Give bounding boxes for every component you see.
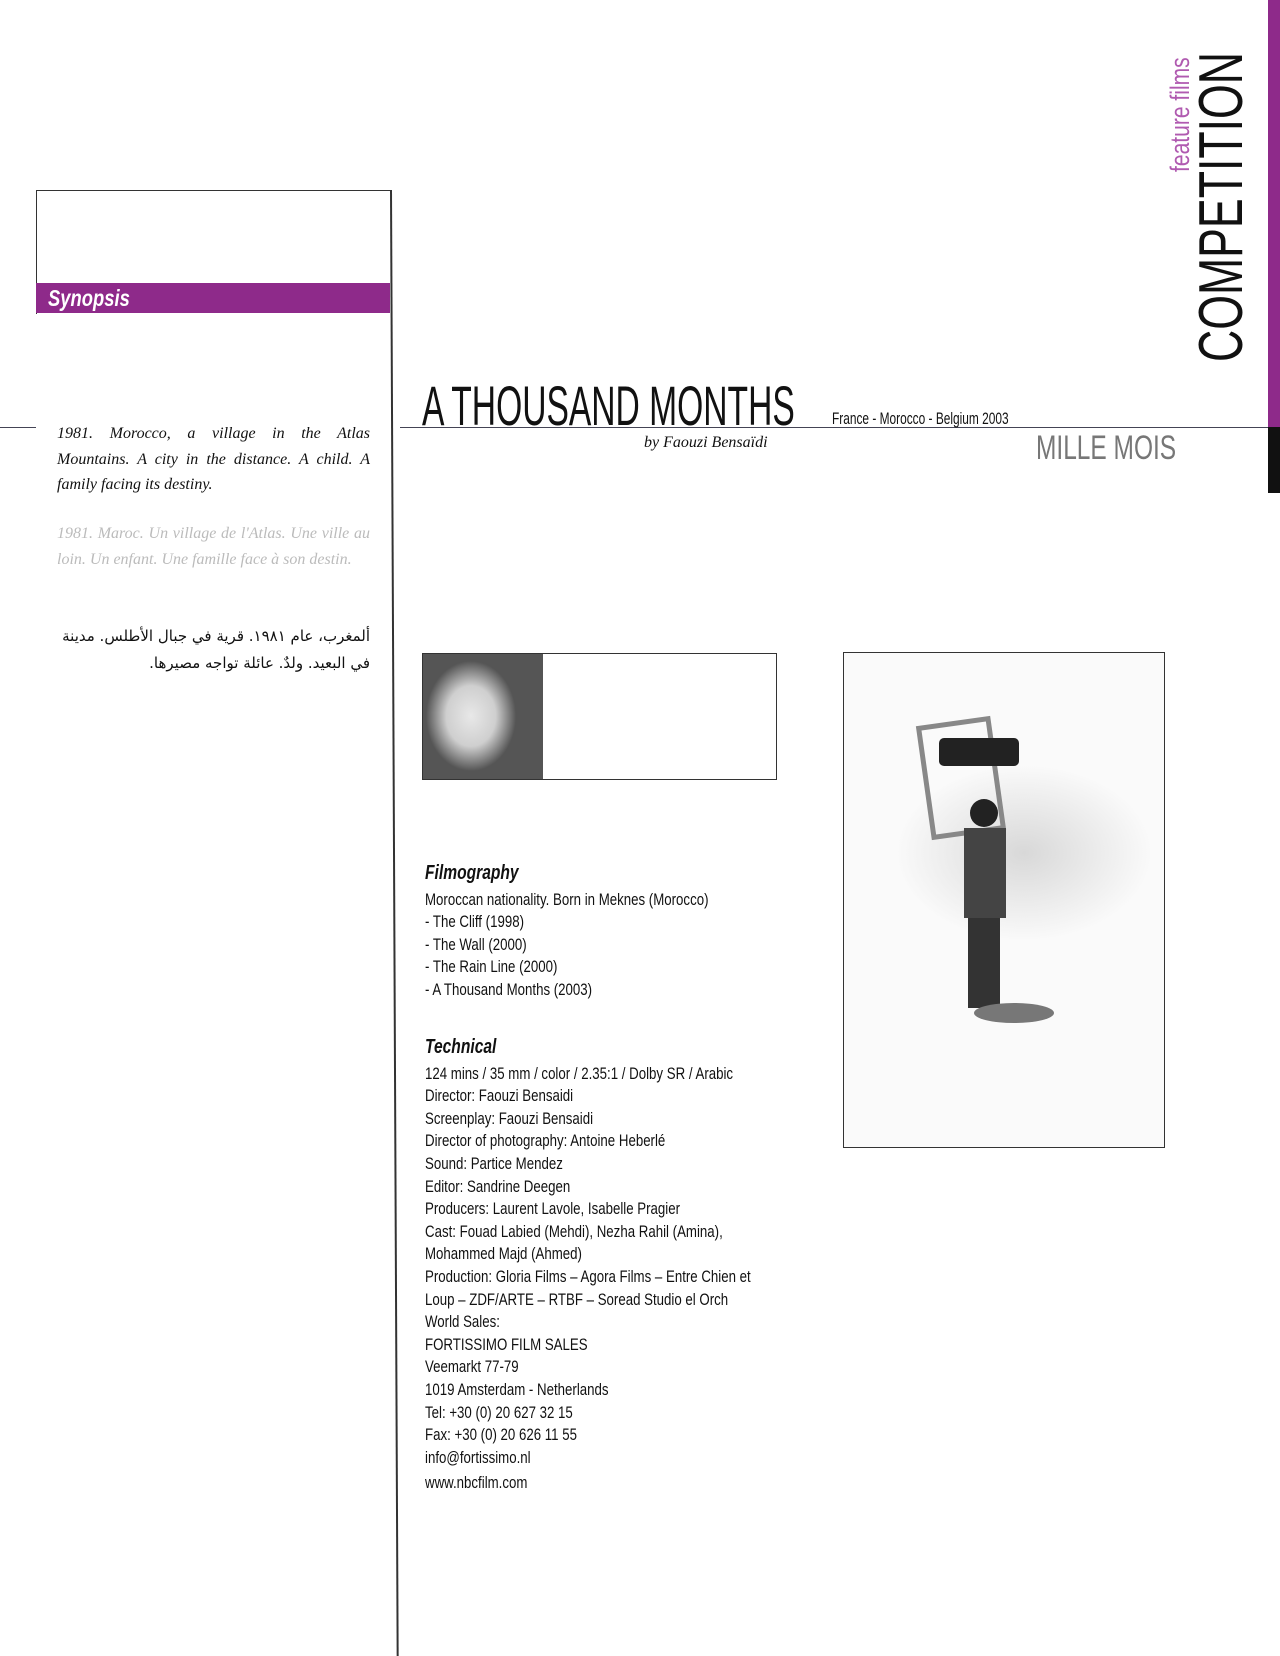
technical-line: Screenplay: Faouzi Bensaidi — [425, 1108, 594, 1128]
title-rule-left — [0, 427, 36, 428]
synopsis-heading: Synopsis — [48, 285, 130, 311]
section-black-tab — [1268, 427, 1280, 493]
technical-line: World Sales: — [425, 1312, 500, 1332]
film-title: A THOUSAND MONTHS — [422, 374, 795, 437]
director-photo-frame — [422, 653, 777, 780]
film-still-illustration — [844, 653, 1165, 1148]
column-divider — [390, 190, 398, 1656]
technical-line: Director: Faouzi Bensaidi — [425, 1086, 574, 1106]
synopsis-english: 1981. Morocco, a village in the Atlas Mountains. A city in the distance. A child. A family facing its destiny. — [57, 425, 370, 493]
filmography-line: - The Wall (2000) — [425, 934, 527, 954]
technical-line: 124 mins / 35 mm / color / 2.35:1 / Dolby SR / Arabic — [425, 1063, 734, 1083]
technical-line: Loup – ZDF/ARTE – RTBF – Soread Studio el Orch — [425, 1289, 729, 1309]
filmography-heading: Filmography — [425, 862, 519, 884]
synopsis-arabic: ألمغرب، عام ١٩٨١. قرية في جبال الأطلس. مدينة في البعيد. ولدٌ. عائلة تواجه مصيرها. — [62, 627, 370, 672]
filmography-line: Moroccan nationality. Born in Meknes (Morocco) — [425, 889, 709, 909]
technical-line: Sound: Partice Mendez — [425, 1153, 563, 1173]
technical-line: Veemarkt 77-79 — [425, 1357, 519, 1377]
section-subcategory: feature films — [1165, 57, 1195, 172]
director-portrait-image — [423, 654, 543, 779]
technical-line: Fax: +30 (0) 20 626 11 55 — [425, 1425, 577, 1445]
website: www.nbcfilm.com — [425, 1473, 528, 1493]
technical-line: FORTISSIMO FILM SALES — [425, 1334, 588, 1354]
technical-line: Editor: Sandrine Deegen — [425, 1176, 571, 1196]
film-director-byline: by Faouzi Bensaïdi — [644, 434, 768, 451]
filmography-section — [425, 862, 708, 1002]
film-original-title: MILLE MOIS — [1036, 429, 1177, 467]
synopsis-french: 1981. Maroc. Un village de l'Atlas. Une ville au loin. Un enfant. Une famille face à son destin. — [57, 525, 370, 568]
technical-section — [425, 1036, 751, 1495]
contact-email: info@fortissimo.nl — [425, 1447, 531, 1467]
film-still-image — [843, 652, 1165, 1148]
filmography-line: - The Rain Line (2000) — [425, 957, 558, 977]
technical-line: Tel: +30 (0) 20 627 32 15 — [425, 1402, 573, 1422]
technical-line: Director of photography: Antoine Heberlé — [425, 1131, 666, 1151]
technical-heading: Technical — [425, 1036, 497, 1058]
technical-line: 1019 Amsterdam - Netherlands — [425, 1379, 609, 1399]
filmography-line: - A Thousand Months (2003) — [425, 979, 593, 999]
film-countries-year: France - Morocco - Belgium 2003 — [832, 409, 1009, 428]
synopsis-box-top-border — [36, 190, 390, 191]
technical-line: Production: Gloria Films – Agora Films – Entre Chien et — [425, 1266, 751, 1286]
synopsis-header — [36, 283, 390, 313]
section-color-tab — [1268, 0, 1280, 427]
technical-line: Producers: Laurent Lavole, Isabelle Pragier — [425, 1199, 681, 1219]
filmography-line: - The Cliff (1998) — [425, 912, 525, 932]
technical-line: Cast: Fouad Labied (Mehdi), Nezha Rahil (Amina), — [425, 1221, 723, 1241]
technical-line: Mohammed Majd (Ahmed) — [425, 1244, 582, 1264]
section-category: COMPETITION — [1187, 51, 1256, 362]
